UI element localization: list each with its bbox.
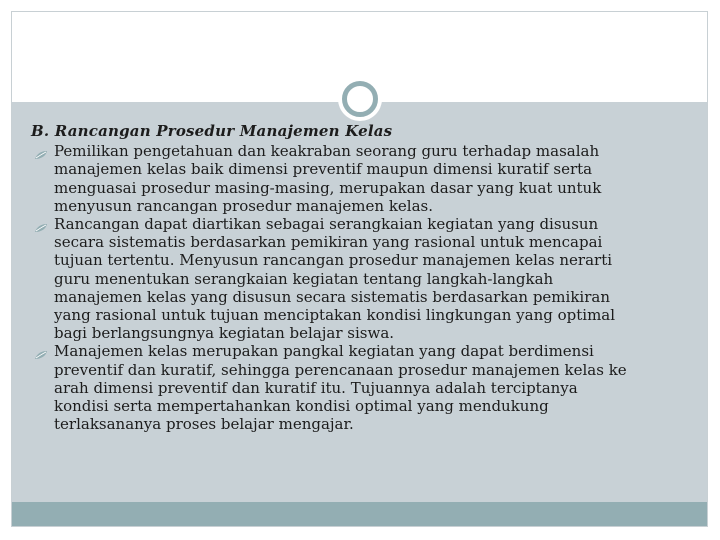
bullet-text-line: menyusun rancangan prosedur manajemen kelas. [54, 196, 434, 215]
bullet-item [31, 142, 696, 215]
bullet-text-line: manajemen kelas baik dimensi preventif maupun dimensi kuratif serta [54, 160, 593, 179]
bullet-text-line: Pemilikan pengetahuan dan keakraban seorang guru terhadap masalah [54, 142, 600, 161]
bullet-text-line: terlaksananya proses belajar mengajar. [54, 415, 354, 434]
bullet-text-line: Rancangan dapat diartikan sebagai serangkaian kegiatan yang disusun [54, 215, 599, 234]
bullet-text-line: yang rasional untuk tujuan menciptakan kondisi lingkungan yang optimal [54, 306, 616, 325]
bullet-text-line: menguasai prosedur masing-masing, merupakan dasar yang kuat untuk [54, 178, 602, 197]
bullet-item [31, 342, 696, 433]
leaf-bullet-icon [34, 146, 48, 156]
bullet-text-line: tujuan tertentu. Menyusun rancangan prosedur manajemen kelas nerarti [54, 251, 613, 270]
slide-footer-bar [12, 502, 707, 526]
circle-ornament-ring [342, 81, 378, 117]
bullet-text-line: guru menentukan serangkaian kegiatan tentang langkah-langkah [54, 269, 554, 288]
bullet-text-line: bagi berlangsungnya kegiatan belajar siswa. [54, 324, 395, 343]
leaf-bullet-icon [34, 346, 48, 356]
bullet-item [31, 215, 696, 342]
section-heading: B. Rancangan Prosedur Manajemen Kelas [31, 122, 393, 140]
slide-body [31, 122, 696, 433]
bullet-text-line: arah dimensi preventif dan kuratif itu. Tujuannya adalah terciptanya [54, 378, 578, 397]
bullet-text-line: manajemen kelas yang disusun secara sistematis berdasarkan pemikiran [54, 287, 610, 306]
bullet-text-line: kondisi serta mempertahankan kondisi optimal yang mendukung [54, 397, 549, 416]
bullet-list [31, 142, 696, 433]
bullet-text-line: secara sistematis berdasarkan pemikiran yang rasional untuk mencapai [54, 233, 603, 252]
bullet-text-line: Manajemen kelas merupakan pangkal kegiatan yang dapat berdimensi [54, 342, 594, 361]
circle-ornament-icon [338, 77, 382, 121]
bullet-text-line: preventif dan kuratif, sehingga perencanaan prosedur manajemen kelas ke [54, 360, 627, 379]
leaf-bullet-icon [34, 219, 48, 229]
